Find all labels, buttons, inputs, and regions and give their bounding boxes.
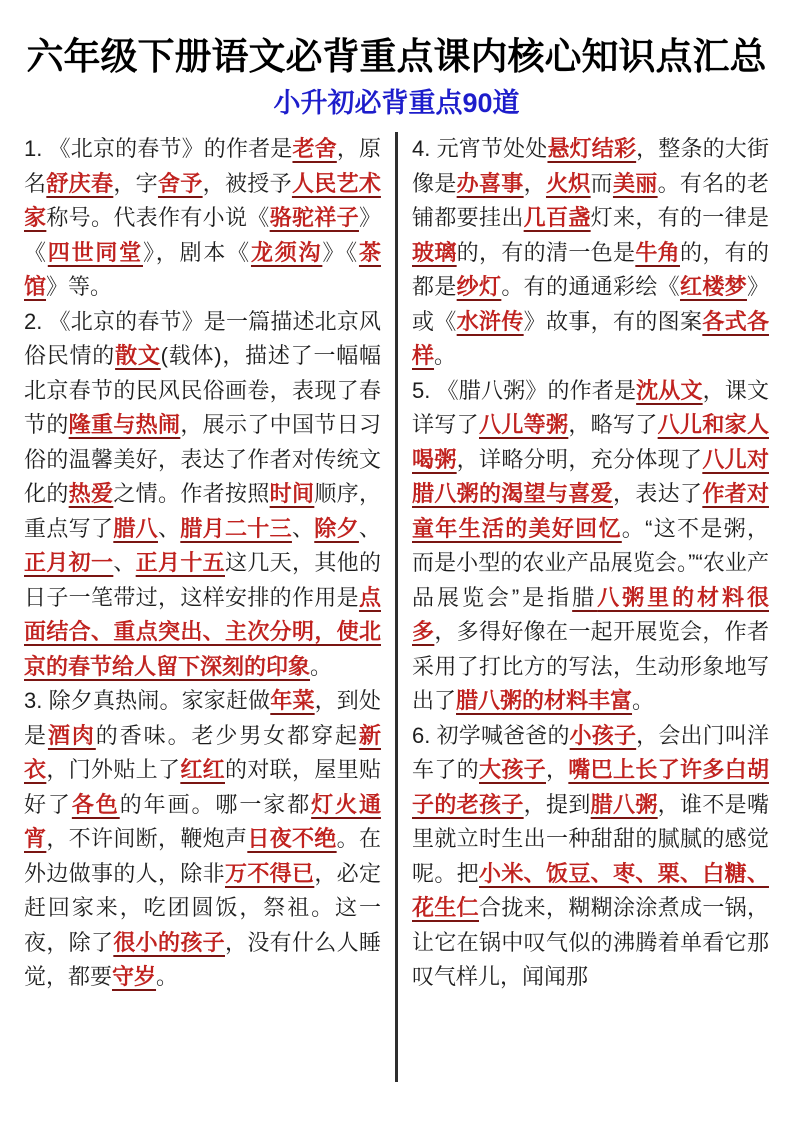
highlight-segment: 各色	[71, 791, 120, 817]
text-segment: 》或《	[412, 274, 769, 334]
highlight-segment: 酒肉	[47, 722, 96, 748]
text-segment: 、	[113, 550, 136, 576]
text-segment: ，谁不是嘴里就立时生出一种甜甜的腻腻的感觉呢。把	[412, 791, 769, 886]
highlight-segment: 大孩子	[479, 757, 546, 783]
highlight-segment: 舍予	[157, 170, 203, 196]
text-segment: 。有的通通彩绘《	[501, 274, 680, 300]
highlight-segment: 玻璃	[412, 239, 457, 265]
text-segment: 这几天，其他的日子一笔带过，这样安排的作用是	[24, 550, 381, 610]
highlight-segment: 万不得已	[224, 860, 315, 886]
highlight-segment: 点面结合、重点突出、主次分明，使北京的春节给人留下深刻的印象	[24, 584, 381, 679]
highlight-segment: 作者对童年生活的美好回忆	[412, 481, 769, 541]
column-right	[412, 132, 769, 995]
knowledge-item	[412, 132, 769, 374]
highlight-segment: 八儿对腊八粥的渴望与喜爱	[412, 446, 769, 507]
highlight-segment: 除夕	[314, 515, 359, 541]
text-segment: 。	[156, 964, 179, 990]
text-segment: ，整条的大街像是	[412, 136, 769, 196]
text-segment: 而	[590, 170, 613, 196]
highlight-segment: 红楼梦	[679, 274, 747, 300]
knowledge-item	[24, 305, 381, 685]
text-segment: 2. 《北京的春节》是一篇描述北京风俗民情的	[24, 308, 381, 369]
text-segment: ，详略分明，充分体现了	[456, 446, 703, 472]
highlight-segment: 小孩子	[569, 722, 637, 748]
highlight-segment: 老舍	[292, 136, 337, 162]
text-segment: ，表达了	[612, 481, 703, 507]
text-segment: 的香味。老少男女都穿起	[95, 722, 359, 748]
text-segment: 的年画。哪一家都	[119, 791, 312, 817]
highlight-segment: 舒庆春	[46, 170, 114, 196]
column-divider	[395, 132, 398, 1082]
highlight-segment: 悬灯结彩	[547, 136, 637, 162]
text-segment: 4. 元宵节处处	[412, 136, 548, 162]
highlight-segment: 茶馆	[24, 239, 381, 300]
text-segment: 》，剧本《	[142, 239, 251, 265]
highlight-segment: 美丽	[612, 170, 658, 196]
highlight-segment: 红红	[180, 757, 225, 783]
highlight-segment: 四世同堂	[47, 239, 143, 265]
highlight-segment: 很小的孩子	[113, 929, 225, 955]
text-segment: ，课文详写了	[412, 377, 769, 438]
text-segment: 的，有的都是	[412, 239, 769, 300]
highlight-segment: 腊月二十三	[180, 515, 292, 541]
text-segment: ，字	[113, 170, 158, 196]
text-segment: 》故事，有的图案	[523, 308, 703, 334]
text-segment: 。在外边做事的人，除非	[24, 826, 381, 886]
highlight-segment: 八儿等粥	[479, 412, 569, 438]
text-segment: 。	[632, 688, 655, 714]
text-segment: ，	[523, 170, 546, 196]
text-segment: 。“这不是粥，而是小型的农业产品展览会。”“农业产品展览会”是指	[412, 515, 769, 610]
text-segment: 顺序，重点写了	[24, 481, 381, 541]
text-segment: 称号。代表作有小说《	[46, 205, 270, 231]
highlight-segment: 年菜	[270, 688, 315, 714]
text-segment: ，被授予	[202, 170, 292, 196]
highlight-segment: 正月十五	[135, 550, 225, 576]
text-segment: 》《	[24, 205, 381, 265]
text-segment: ，原名	[24, 136, 381, 196]
highlight-segment: 人民艺术家	[24, 170, 381, 231]
highlight-segment: 水浒传	[456, 308, 524, 334]
text-segment: 。	[434, 343, 457, 369]
highlight-segment: 热爱	[68, 481, 114, 507]
text-segment: 。有名的老铺都要挂出	[412, 170, 769, 231]
highlight-segment: 八粥里的材料很多	[412, 584, 769, 645]
text-segment: 、	[291, 515, 315, 541]
text-segment: ，提到	[523, 791, 591, 817]
highlight-segment: 沈从文	[636, 377, 703, 403]
text-segment: ，会出门叫洋车了的	[412, 722, 769, 783]
text-segment: 之情。作者按照	[113, 481, 270, 507]
text-segment: ，没有什么人睡觉，都要	[24, 929, 381, 990]
text-segment: 1. 《北京的春节》的作者是	[24, 136, 293, 162]
text-segment: ，门外贴上了	[46, 757, 181, 783]
highlight-segment: 嘴巴上长了许多白胡子的老孩子	[412, 757, 769, 817]
text-segment: ，展示了中国节日习俗的温馨美好，表达了作者对传统文化的	[24, 412, 381, 507]
text-segment: ，到处是	[24, 688, 381, 748]
text-segment: 、	[157, 515, 181, 541]
text-segment: ，必定赶回家来，吃团圆饭，祭祖。这一夜，除了	[24, 860, 381, 955]
text-segment: (载体)，描述了一幅幅北京春节的民风民俗画卷，表现了春节的	[24, 343, 381, 438]
highlight-segment: 几百盏	[523, 205, 591, 231]
highlight-segment: 隆重与热闹	[68, 412, 181, 438]
text-segment: 》等。	[46, 274, 113, 300]
highlight-segment: 正月初一	[24, 550, 114, 576]
highlight-segment: 腊八	[113, 515, 158, 541]
highlight-segment: 各式各样	[412, 308, 769, 369]
page-subtitle: 小升初必背重点90道	[273, 87, 520, 118]
highlight-segment: 纱灯	[456, 274, 502, 300]
knowledge-item	[412, 719, 769, 995]
highlight-segment: 守岁	[112, 964, 157, 990]
text-segment: 合拢来，糊糊涂涂煮成一锅，让它在锅中叹气似的沸腾着单看它那叹气样儿，闻闻那	[412, 895, 769, 990]
column-left	[24, 132, 381, 995]
highlight-segment: 小米、饭豆、枣、栗、白糖、花生仁	[412, 860, 769, 921]
highlight-segment: 骆驼祥子	[269, 205, 359, 231]
text-segment: ，多得好像在一起开展览会，作者采用了打比方的写法，生动形象地写出了	[412, 619, 769, 714]
text-segment: ，不许间断，鞭炮声	[46, 826, 248, 852]
highlight-segment: 办喜事	[456, 170, 524, 196]
highlight-segment: 新衣	[24, 722, 381, 783]
highlight-segment: 牛角	[635, 239, 680, 265]
page-title: 六年级下册语文必背重点课内核心知识点汇总	[26, 36, 767, 77]
highlight-segment: 龙须沟	[250, 239, 323, 265]
text-segment: 的，有的清一色是	[456, 239, 636, 265]
two-column-layout	[0, 132, 793, 1082]
text-segment: 。	[310, 653, 333, 679]
text-segment: 、	[358, 515, 381, 541]
text-segment: ，略写了	[568, 412, 658, 438]
highlight-segment: 八儿和家人喝粥	[412, 412, 769, 472]
highlight-segment: 腊八粥	[590, 791, 658, 817]
knowledge-item	[412, 374, 769, 719]
text-segment: 》《	[322, 239, 359, 265]
highlight-segment: 火炽	[545, 170, 591, 196]
text-segment: 3. 除夕真热闹。家家赶做	[24, 688, 271, 714]
highlight-segment: 日夜不绝	[247, 826, 337, 852]
highlight-segment: 灯火通宵	[24, 791, 381, 852]
knowledge-item	[24, 132, 381, 305]
text-segment: 的对联，屋里贴好了	[24, 757, 381, 817]
text-segment: 腊	[572, 584, 598, 610]
text-segment: 6. 初学喊爸爸的	[412, 722, 570, 748]
highlight-segment: 散文	[115, 343, 161, 369]
highlight-segment: 时间	[269, 481, 315, 507]
text-segment: ，	[546, 757, 569, 783]
text-segment: 灯来，有的一律是	[590, 205, 769, 231]
highlight-segment: 腊八粥的材料丰富	[456, 688, 633, 714]
text-segment: 5. 《腊八粥》的作者是	[412, 377, 637, 403]
knowledge-item	[24, 684, 381, 995]
